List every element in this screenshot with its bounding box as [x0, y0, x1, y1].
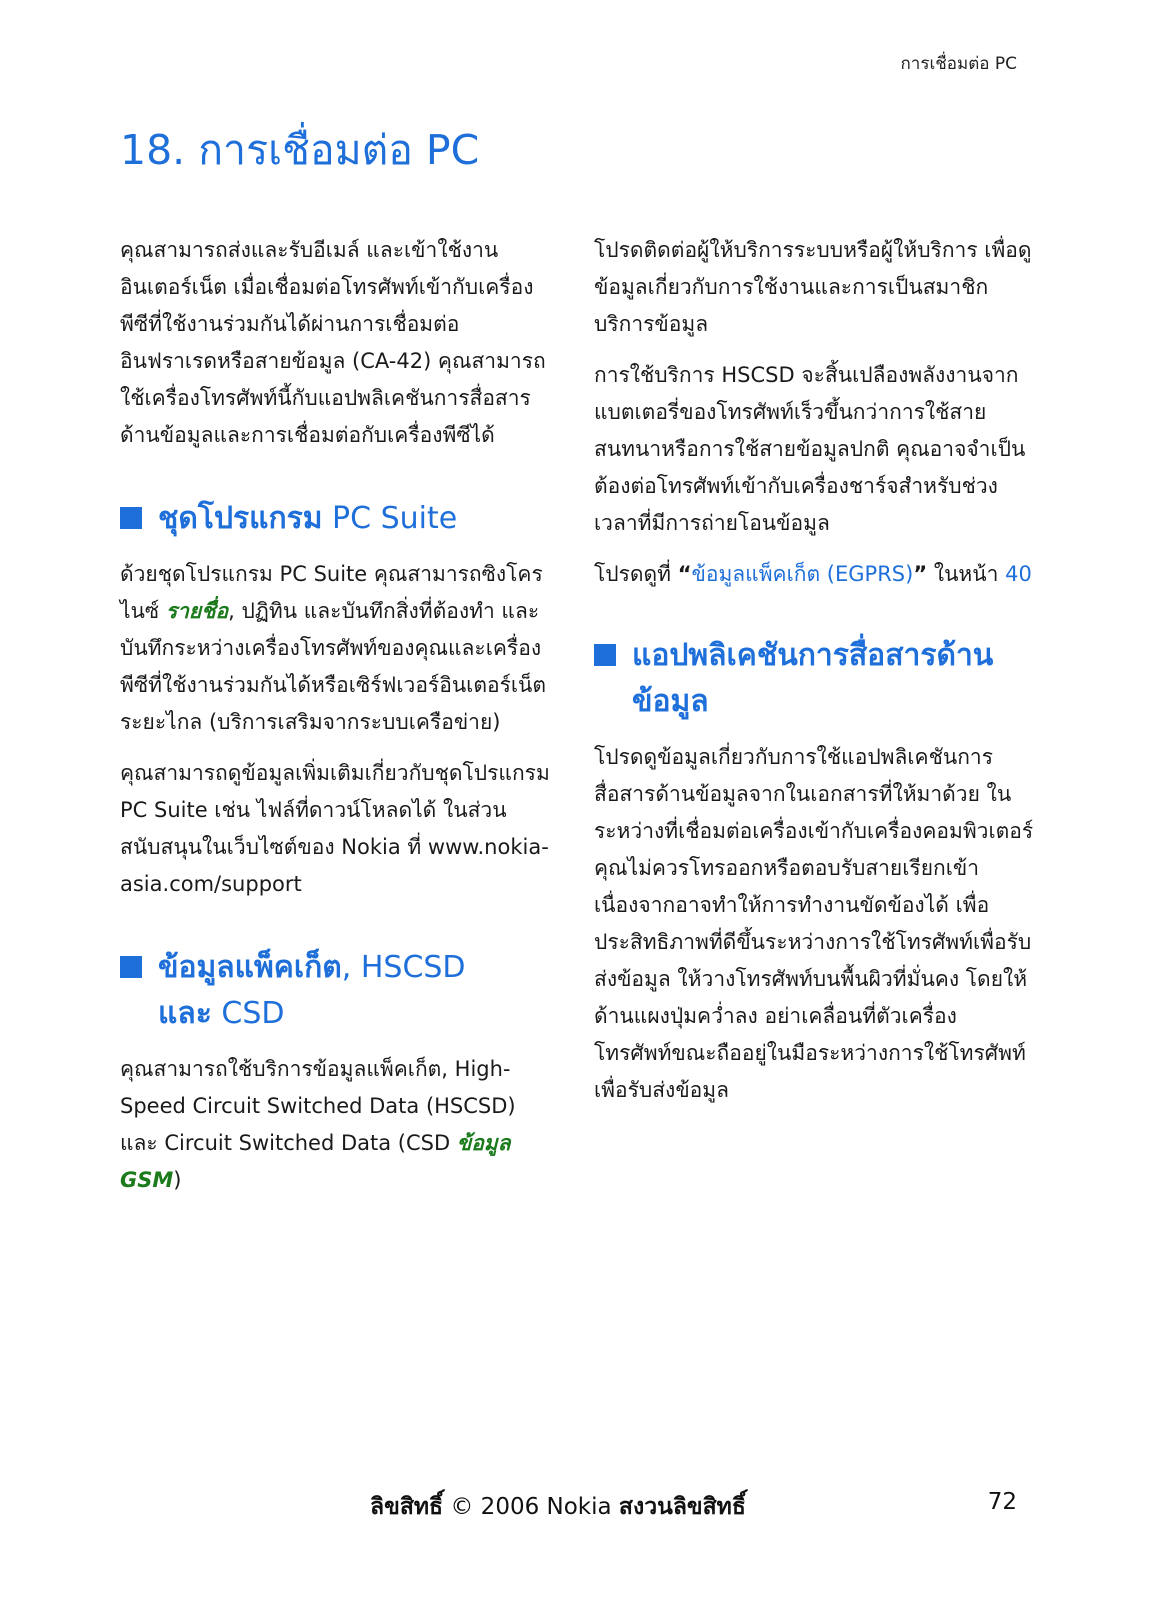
- gsm-data-term: ข้อมูล GSM: [120, 1131, 511, 1192]
- heading-square-icon: [120, 956, 142, 978]
- heading-text: , HSCSD: [341, 950, 466, 985]
- service-provider-paragraph: โปรดติดต่อผู้ให้บริการระบบหรือผู้ให้บริการ เพื่อดูข้อมูลเกี่ยวกับการใช้งานและการเป็นสมาชิกบริการข้อมูล: [594, 238, 1032, 336]
- copyright-word: ลิขสิทธิ์: [370, 1494, 444, 1520]
- paragraph-text: ด้วยชุดโปรแกรม PC Suite คุณสามารถซิงโครไนซ์: [120, 562, 543, 623]
- page-reference-link[interactable]: 40: [1005, 562, 1032, 586]
- pc-suite-heading: [120, 496, 550, 542]
- heading-text: PC Suite: [322, 501, 458, 536]
- data-comm-heading: [594, 633, 1034, 725]
- heading-text-bold: ชุดโปรแกรม: [158, 501, 323, 536]
- heading-text: CSD: [211, 996, 285, 1031]
- paragraph-text: คุณสามารถใช้บริการข้อมูลแพ็คเก็ต, High-Speed Circuit Switched Data (HSCSD) และ Circuit Switched Data (CSD: [120, 1057, 516, 1155]
- hscsd-battery-paragraph: การใช้บริการ HSCSD จะสิ้นเปลืองพลังงานจากแบตเตอรี่ของโทรศัพท์เร็วขึ้นกว่าการใช้สายสนทนาหรือการใช้สายข้อมูลปกติ คุณอาจจำเป็นต้องต่อโทรศัพท์เข้ากับเครื่องชาร์จสำหรับช่วงเวลาที่มีการถ่ายโอนข้อมูล: [594, 363, 1026, 535]
- see-also-paragraph: [594, 556, 1034, 593]
- heading-square-icon: [120, 507, 142, 529]
- packet-data-heading: [120, 945, 550, 1037]
- paragraph-text: ): [173, 1168, 182, 1192]
- heading-text-bold: และ: [158, 996, 212, 1031]
- egprs-link[interactable]: ข้อมูลแพ็คเก็ต (EGPRS): [691, 562, 914, 586]
- paragraph-text: โปรดดูที่: [594, 562, 678, 586]
- data-comm-paragraph: โปรดดูข้อมูลเกี่ยวกับการใช้แอปพลิเคชันการสื่อสารด้านข้อมูลจากในเอกสารที่ให้มาด้วย ในระหว่างที่เชื่อมต่อเครื่องเข้ากับเครื่องคอมพิวเตอร์ คุณไม่ควรโทรออกหรือตอบรับสายเรียกเข้า เนื่องจากอาจทำให้การทำงานขัดข้องได้ เพื่อประสิทธิภาพที่ดีขึ้นระหว่างการใช้โทรศัพท์เพื่อรับส่งข้อมูล ให้วางโทรศัพท์บนพื้นผิวที่มั่นคง โดยให้ด้านแผงปุ่มคว่ำลง อย่าเคลื่อนที่ตัวเครื่องโทรศัพท์ขณะถืออยู่ในมือระหว่างการใช้โทรศัพท์เพื่อรับส่งข้อมูล: [594, 745, 1034, 1102]
- intro-paragraph: คุณสามารถส่งและรับอีเมล์ และเข้าใช้งานอินเตอร์เน็ต เมื่อเชื่อมต่อโทรศัพท์เข้ากับเครื่องพีซีที่ใช้งานร่วมกันได้ผ่านการเชื่อมต่ออินฟราเรดหรือสายข้อมูล (CA-42) คุณสามารถใช้เครื่องโทรศัพท์นี้กับแอปพลิเคชันการสื่อสารด้านข้อมูลและการเชื่อมต่อกับเครื่องพีซีได้: [120, 238, 546, 447]
- copyright-year: © 2006 Nokia: [443, 1494, 619, 1520]
- rights-reserved: สงวนลิขสิทธิ์: [618, 1494, 746, 1520]
- heading-text-bold: แอปพลิเคชันการสื่อสารด้านข้อมูล: [632, 638, 994, 719]
- pc-suite-paragraph-2: คุณสามารถดูข้อมูลเพิ่มเติมเกี่ยวกับชุดโปรแกรม PC Suite เช่น ไฟล์ที่ดาวน์โหลดได้ ในส่วนสนับสนุนในเว็บไซต์ของ Nokia ที่ www.nokia-asia.com/support: [120, 761, 550, 896]
- page-number: 72: [987, 1489, 1017, 1515]
- pc-suite-paragraph-1: [120, 556, 550, 741]
- heading-square-icon: [594, 644, 616, 666]
- left-column: [120, 232, 550, 1213]
- heading-text-bold: ข้อมูลแพ็คเก็ต: [158, 950, 342, 985]
- running-header: การเชื่อมต่อ PC: [900, 54, 1017, 74]
- close-quote: ”: [913, 562, 928, 586]
- open-quote: “: [677, 562, 692, 586]
- paragraph-text: , ปฏิทิน และบันทึกสิ่งที่ต้องทำ และบันทึกระหว่างเครื่องโทรศัพท์ของคุณและเครื่องพีซีที่ใช้งานร่วมกันได้หรือเซิร์ฟเวอร์อินเตอร์เน็ตระยะไกล (บริการเสริมจากระบบเครือข่าย): [120, 599, 547, 734]
- chapter-title: 18. การเชื่อมต่อ PC: [120, 126, 480, 174]
- right-column: [594, 232, 1034, 1123]
- contacts-term: รายชื่อ: [165, 599, 229, 623]
- copyright-notice: [370, 1489, 746, 1525]
- packet-data-paragraph: [120, 1051, 550, 1199]
- paragraph-text: ในหน้า: [927, 562, 1006, 586]
